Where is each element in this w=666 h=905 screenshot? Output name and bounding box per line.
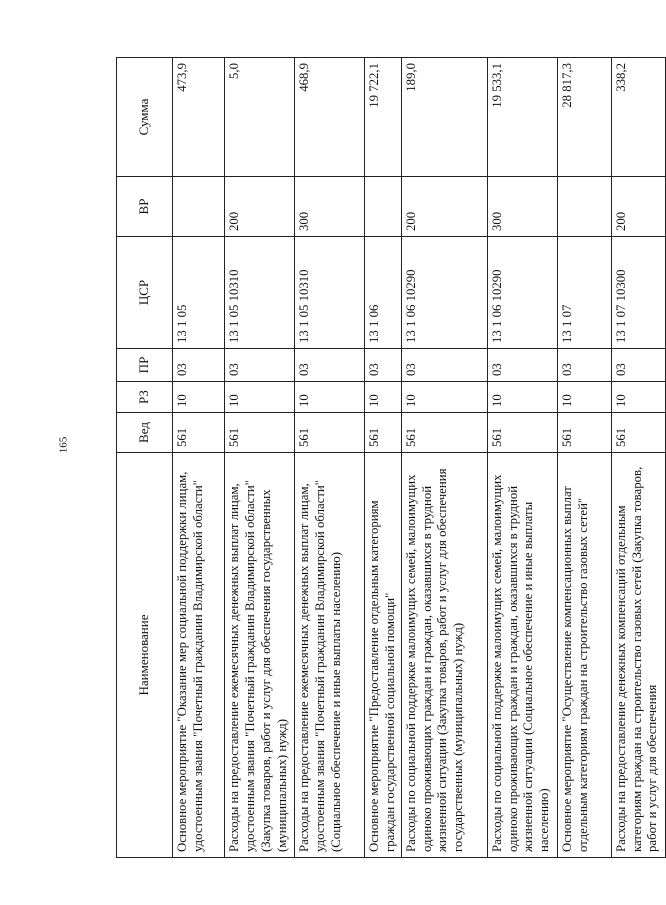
row-ved: 561 <box>611 413 665 453</box>
header-csr: ЦСР <box>117 237 173 349</box>
row-sum: 473,9 <box>173 58 225 177</box>
table-row <box>557 58 611 858</box>
table-row <box>365 58 402 858</box>
row-ved: 561 <box>295 413 365 453</box>
table-body <box>173 58 666 858</box>
row-ved: 561 <box>225 413 295 453</box>
row-rz: 10 <box>611 382 665 413</box>
row-ved: 561 <box>487 413 557 453</box>
header-pr: ПР <box>117 349 173 382</box>
row-csr: 13 1 05 10310 <box>295 237 365 349</box>
header-name: Наименование <box>117 453 173 858</box>
row-ved: 561 <box>557 413 611 453</box>
row-name: Расходы по социальной поддержке малоимущих семей, малоимущих одиноко проживающих граждан и граждан, оказавшихся в трудной жизненной ситуации (Социальное обеспечение и иные выплаты населению) <box>487 453 557 858</box>
row-vr <box>557 177 611 237</box>
row-vr: 200 <box>401 177 487 237</box>
row-pr: 03 <box>401 349 487 382</box>
row-csr: 13 1 06 <box>365 237 402 349</box>
header-ved: Вед <box>117 413 173 453</box>
row-rz: 10 <box>295 382 365 413</box>
row-rz: 10 <box>173 382 225 413</box>
table-row <box>611 58 665 858</box>
row-sum: 19 722,1 <box>365 58 402 177</box>
row-name: Расходы на предоставление ежемесячных денежных выплат лицам, удостоенным звания "Почетный гражданин Владимирской области" (Социальное обеспечение и иные выплаты населению) <box>295 453 365 858</box>
row-csr: 13 1 06 10290 <box>487 237 557 349</box>
row-ved: 561 <box>173 413 225 453</box>
row-ved: 561 <box>365 413 402 453</box>
header-row <box>117 58 173 858</box>
header-sum: Сумма <box>117 58 173 177</box>
header-rz: РЗ <box>117 382 173 413</box>
table-row <box>295 58 365 858</box>
row-vr: 200 <box>611 177 665 237</box>
rotated-table-container <box>116 58 660 858</box>
row-rz: 10 <box>225 382 295 413</box>
row-csr: 13 1 07 <box>557 237 611 349</box>
row-vr: 200 <box>225 177 295 237</box>
row-sum: 189,0 <box>401 58 487 177</box>
row-vr: 300 <box>487 177 557 237</box>
row-pr: 03 <box>611 349 665 382</box>
table-row <box>401 58 487 858</box>
row-ved: 561 <box>401 413 487 453</box>
row-sum: 19 533,1 <box>487 58 557 177</box>
row-sum: 468,9 <box>295 58 365 177</box>
row-rz: 10 <box>365 382 402 413</box>
row-sum: 338,2 <box>611 58 665 177</box>
table-row <box>487 58 557 858</box>
row-name: Расходы по социальной поддержке малоимущих семей, малоимущих одиноко проживающих граждан и граждан, оказавшихся в трудной жизненной ситуации (Закупка товаров, работ и услуг для обеспечения государственных (муниципальных) нужд) <box>401 453 487 858</box>
header-vr: ВР <box>117 177 173 237</box>
row-pr: 03 <box>295 349 365 382</box>
page-number: 165 <box>57 436 69 454</box>
row-pr: 03 <box>365 349 402 382</box>
budget-table <box>116 57 666 858</box>
row-vr <box>365 177 402 237</box>
row-name: Основное мероприятие "Осуществление компенсационных выплат отдельным категориям граждан на строительство газовых сетей" <box>557 453 611 858</box>
row-name: Основное мероприятие "Предоставление отдельным категориям граждан государственной социальной помощи" <box>365 453 402 858</box>
row-csr: 13 1 06 10290 <box>401 237 487 349</box>
row-name: Расходы на предоставление ежемесячных денежных выплат лицам, удостоенным звания "Почетный гражданин Владимирской области" (Закупка товаров, работ и услуг для обеспечения государственных (муниципальных) нужд) <box>225 453 295 858</box>
row-csr: 13 1 05 10310 <box>225 237 295 349</box>
row-csr: 13 1 07 10300 <box>611 237 665 349</box>
table-row <box>225 58 295 858</box>
table-header <box>117 58 173 858</box>
row-rz: 10 <box>401 382 487 413</box>
row-name: Основное мероприятие "Оказание мер социальной поддержки лицам, удостоенным звания "Почетный гражданин Владимирской области" <box>173 453 225 858</box>
row-rz: 10 <box>487 382 557 413</box>
row-pr: 03 <box>225 349 295 382</box>
row-vr <box>173 177 225 237</box>
row-pr: 03 <box>487 349 557 382</box>
row-name: Расходы на предоставление денежных компенсаций отдельным категориям граждан на строительство газовых сетей (Закупка товаров, работ и услуг для обеспечения <box>611 453 665 858</box>
row-vr: 300 <box>295 177 365 237</box>
row-csr: 13 1 05 <box>173 237 225 349</box>
row-pr: 03 <box>173 349 225 382</box>
row-rz: 10 <box>557 382 611 413</box>
row-pr: 03 <box>557 349 611 382</box>
row-sum: 28 817,3 <box>557 58 611 177</box>
row-sum: 5,0 <box>225 58 295 177</box>
page-number-box <box>52 434 74 456</box>
table-row <box>173 58 225 858</box>
